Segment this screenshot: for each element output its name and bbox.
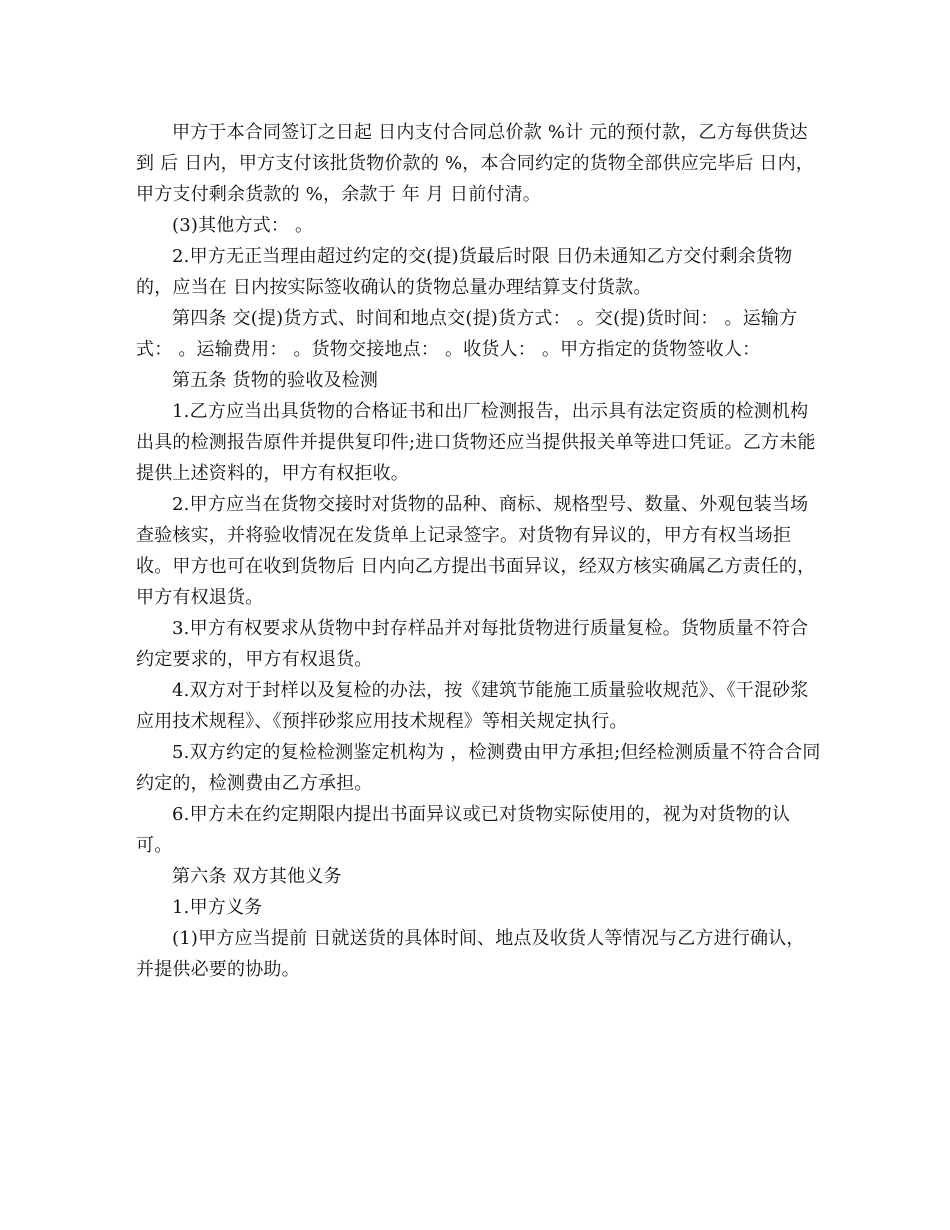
paragraph-payment-terms: 甲方于本合同签订之日起 日内支付合同总价款 %计 元的预付款，乙方每供货达到 后 日内，甲方支付该批货物价款的 %，本合同约定的货物全部供应完毕后 日内，甲方支付剩余货款的 %，余款于 年 月 日前付清。 bbox=[136, 122, 814, 205]
paragraph-party-a-obligation-1: (1)甲方应当提前 日就送货的具体时间、地点及收货人等情况与乙方进行确认，并提供必要的协助。 bbox=[136, 928, 805, 980]
paragraph-article-4-delivery: 第四条 交(提)货方式、时间和地点交(提)货方式： 。交(提)货时间： 。运输方式： 。运输费用： 。货物交接地点： 。收货人： 。甲方指定的货物签收人： bbox=[136, 308, 798, 360]
heading-article-6: 第六条 双方其他义务 bbox=[172, 866, 342, 887]
paragraph-settlement: 2.甲方无正当理由超过约定的交(提)货最后时限 日仍未通知乙方交付剩余货物的，应当在 日内按实际签收确认的货物总量办理结算支付货款。 bbox=[136, 246, 793, 298]
paragraph-article-5-item-6: 6.甲方未在约定期限内提出书面异议或已对货物实际使用的，视为对货物的认可。 bbox=[136, 804, 791, 856]
paragraph-article-5-item-3: 3.甲方有权要求从货物中封存样品并对每批货物进行质量复检。货物质量不符合约定要求的，甲方有权退货。 bbox=[136, 618, 809, 670]
document-body bbox=[136, 117, 821, 985]
subheading-party-a-obligations: 1.甲方义务 bbox=[172, 897, 263, 918]
paragraph-other-methods: (3)其他方式： 。 bbox=[172, 215, 314, 236]
paragraph-article-5-item-2: 2.甲方应当在货物交接时对货物的品种、商标、规格型号、数量、外观包装当场查验核实，并将验收情况在发货单上记录签字。对货物有异议的，甲方有权当场拒收。甲方也可在收到货物后 日内向乙方提出书面异议，经双方核实确属乙方责任的，甲方有权退货。 bbox=[136, 494, 816, 608]
heading-article-5: 第五条 货物的验收及检测 bbox=[172, 370, 379, 391]
paragraph-article-5-item-4: 4.双方对于封样以及复检的办法，按《建筑节能施工质量验收规范》、《干混砂浆应用技术规程》、《预拌砂浆应用技术规程》等相关规定执行。 bbox=[136, 680, 809, 732]
paragraph-article-5-item-1: 1.乙方应当出具货物的合格证书和出厂检测报告，出示具有法定资质的检测机构出具的检测报告原件并提供复印件;进口货物还应当提供报关单等进口凭证。乙方未能提供上述资料的，甲方有权拒收。 bbox=[136, 401, 816, 484]
paragraph-article-5-item-5: 5.双方约定的复检检测鉴定机构为 ，检测费由甲方承担;但经检测质量不符合合同约定的，检测费由乙方承担。 bbox=[136, 742, 821, 794]
